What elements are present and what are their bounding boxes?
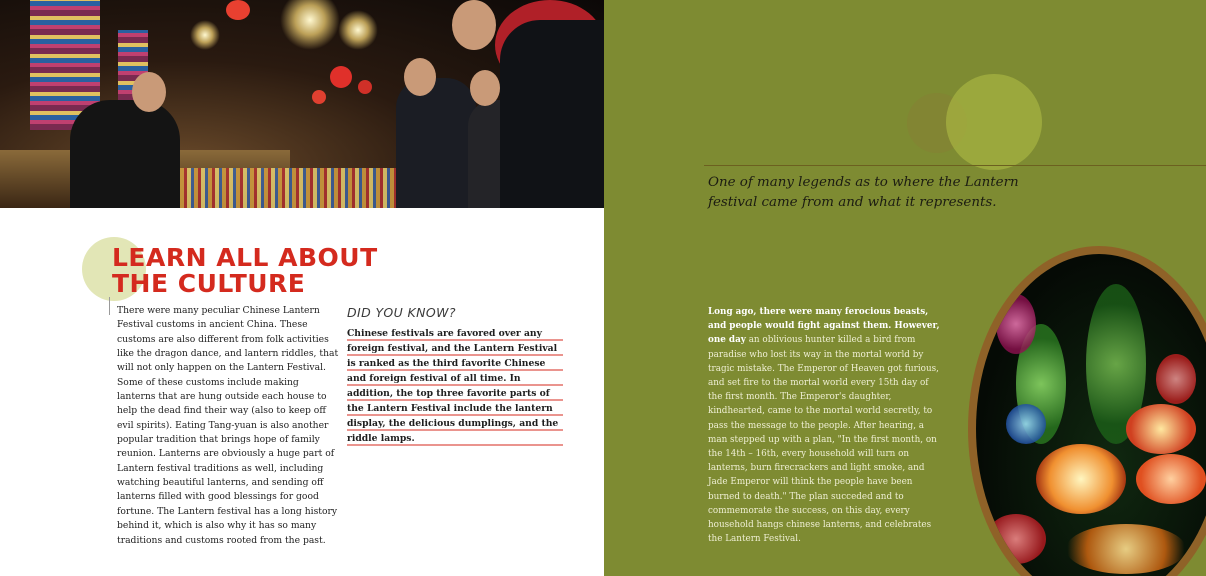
- body-rule: [109, 297, 110, 315]
- pull-quote: One of many legends as to where the Lantern festival came from and what it represents.: [708, 175, 1019, 210]
- decor-circle: [946, 74, 1042, 170]
- story-text: [708, 305, 944, 546]
- heading-line-1: LEARN ALL ABOUT: [112, 243, 378, 272]
- heading-line-2: THE CULTURE: [112, 269, 306, 298]
- right-page: [604, 0, 1206, 576]
- lantern-display-photo: [968, 246, 1206, 576]
- page-heading: [112, 245, 378, 297]
- market-photo: [0, 0, 604, 208]
- did-you-know-text: Chinese festivals are favored over any foreign festival, and the Lantern Festival is ranked as the third favorite Chinese and foreign festival of all time. In addition, the top three favorite parts of the Lantern Festival include the lantern display, the delicious dumplings, and the riddle lamps.: [347, 326, 563, 446]
- lantern-photo-image: [976, 254, 1206, 576]
- story-lead: Long ago, there were many ferocious beasts, and people would fight against them. However, one day: [708, 307, 940, 346]
- body-text: There were many peculiar Chinese Lantern Festival customs in ancient China. These customs are also different from folk activities like the dragon dance, and lantern riddles, that will not only happen on the Lantern Festival. Some of these customs include making lanterns that are hung outside each house to help the dead find their way (also to keep off evil spirits). Eating Tang-yuan is also another popular tradition that brings hope of family reunion. Lanterns are obviously a huge part of Lantern festival traditions as well, including watching beautiful lanterns, and sending off lanterns filled with good blessings for good fortune. The Lantern festival has a long history behind it, which is also why it has so many traditions and customs rooted from the past.: [117, 305, 339, 546]
- divider-line: [704, 165, 1206, 166]
- did-you-know-title: DID YOU KNOW?: [347, 305, 456, 320]
- story-body: an oblivious hunter killed a bird from paradise who lost its way in the mortal world by tragic mistake. The Emperor of Heaven got furious, and set fire to the mortal world every 15th day of the first month. The Emperor's daughter, kindhearted, came to the mortal world secretly, to pass the message to the people. After hearing, a man stepped up with a plan, "In the first month, on the 14th – 16th, every household will turn on lanterns, burn firecrackers and light smoke, and Jade Emperor will think the people have been burned to death." The plan succeded and to commemorate the success, on this day, every household hangs chinese lanterns, and celebrates the Lantern Festival.: [708, 335, 939, 545]
